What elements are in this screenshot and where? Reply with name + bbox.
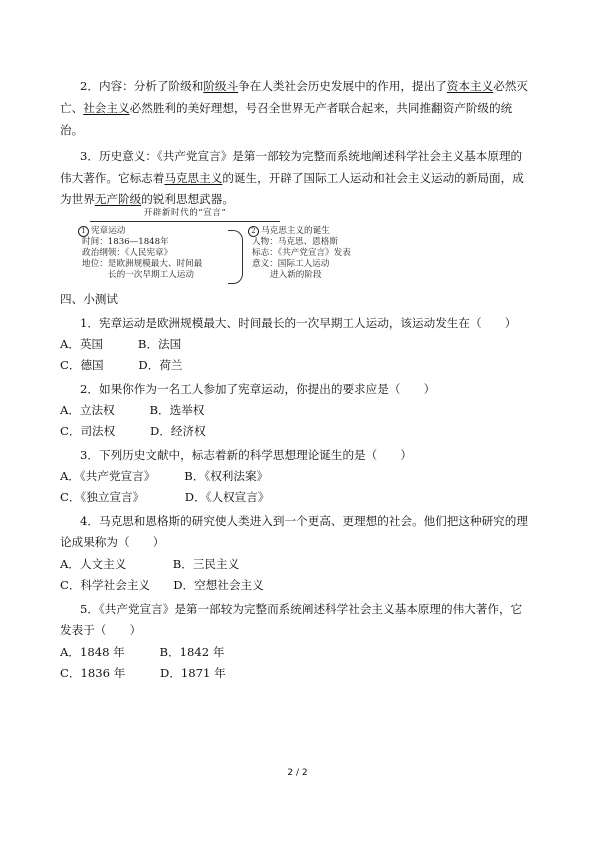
question-1-options-cd: C．德国 D．荷兰 [60, 358, 183, 372]
paragraph-content-line-2 [60, 100, 550, 116]
circled-number: 1 [78, 226, 89, 237]
question-4-line-2: 论成果称为（ ） [60, 535, 165, 549]
diagram-text: 意义：国际工人运动 [252, 259, 330, 269]
text-run: 的诞生，开辟了国际工人运动和社会主义运动的新局面，成 [222, 171, 524, 185]
page-number: 2 / 2 [287, 768, 308, 778]
question-4-options-cd: C．科学社会主义 D．空想社会主义 [60, 578, 264, 592]
paragraph-content-line-1 [80, 78, 550, 94]
text-run: 争在人类社会历史发展中的作用，提出了 [238, 79, 447, 93]
question-4-options-ab: A．人文主义 B．三民主义 [60, 557, 240, 571]
question-3-options-cd: C．《独立宣言》 D．《人权宣言》 [60, 490, 270, 504]
text-run: 的锐利思想武器。 [141, 192, 234, 206]
paragraph-significance-line-3 [60, 191, 550, 207]
diagram-brace [228, 230, 243, 284]
paragraph-significance-line-2 [60, 170, 550, 186]
question-3-options-ab: A．《共产党宣言》 B．《权利法案》 [60, 469, 269, 483]
diagram-text: 进入新的阶段 [270, 270, 322, 280]
circled-number: 2 [248, 226, 259, 237]
text-run: 2．内容：分析了阶级和 [80, 79, 204, 93]
diagram-text: 人物：马克思、恩格斯 [252, 237, 338, 247]
diagram-right-column [248, 226, 351, 281]
diagram-text: 标志：《共产党宣言》发表 [252, 248, 351, 258]
question-1-options-ab: A．英国 B．法国 [60, 337, 182, 351]
question-4-line-1: 4．马克思和恩格斯的研究使人类进入到一个更高、更理想的社会。他们把这种研究的理 [80, 514, 528, 528]
text-run: 为世界 [60, 192, 95, 206]
diagram-text: 宪章运动 [91, 226, 126, 236]
text-run: 必然胜利的美好理想，号召全世界无产者联合起来，共同推翻资产阶级的统 [129, 101, 513, 115]
text-run: 伟大著作。它标志着 [60, 171, 165, 185]
underlined-term: 无产阶级 [94, 192, 142, 206]
paragraph-content-line-3: 治。 [60, 123, 84, 137]
diagram-text: 政治纲领：《人民宪章》 [82, 248, 173, 258]
underlined-term: 阶级斗 [203, 79, 239, 93]
diagram-text: 马克思主义的诞生 [261, 226, 330, 236]
question-2-options-ab: A．立法权 B．选举权 [60, 403, 205, 417]
text-run: 亡、 [60, 101, 84, 115]
question-5-line-2: 发表于（ ） [60, 623, 142, 637]
diagram-right-heading [248, 226, 351, 237]
question-5-line-1: 5．《共产党宣言》是第一部较为完整而系统阐述科学社会主义基本原理的伟大著作，它 [80, 602, 523, 616]
knowledge-diagram [78, 208, 368, 298]
text-run: 必然灭 [493, 79, 529, 93]
question-2-options-cd: C．司法权 D．经济权 [60, 424, 206, 438]
diagram-left-heading [78, 226, 202, 237]
diagram-text: 时间：1836—1848年 [82, 237, 169, 247]
diagram-left-column [78, 226, 202, 281]
underlined-term: 马克思主义 [164, 171, 223, 185]
question-3: 3．下列历史文献中，标志着新的科学思想理论诞生的是（ ） [80, 448, 413, 462]
question-5-options-cd: C．1836 年 D．1871 年 [60, 666, 226, 680]
paragraph-significance-line-1: 3．历史意义：《共产党宣言》是第一部较为完整而系统地阐述科学社会主义基本原理的 [80, 149, 523, 163]
diagram-title: 开辟新时代的“宣言” [90, 208, 280, 222]
diagram-text: 长的一次早期工人运动 [108, 270, 194, 280]
question-2: 2．如果你作为一名工人参加了宪章运动，你提出的要求应是（ ） [80, 382, 436, 396]
underlined-term: 资本主义 [446, 79, 494, 93]
question-1: 1．宪章运动是欧洲规模最大、时间最长的一次早期工人运动，该运动发生在（ ） [80, 316, 517, 330]
question-5-options-ab: A．1848 年 B．1842 年 [60, 645, 225, 659]
underlined-term: 社会主义 [83, 101, 130, 115]
diagram-text: 地位：是欧洲规模最大、时间最 [82, 259, 203, 269]
section-heading: 四、小测试 [60, 292, 118, 306]
